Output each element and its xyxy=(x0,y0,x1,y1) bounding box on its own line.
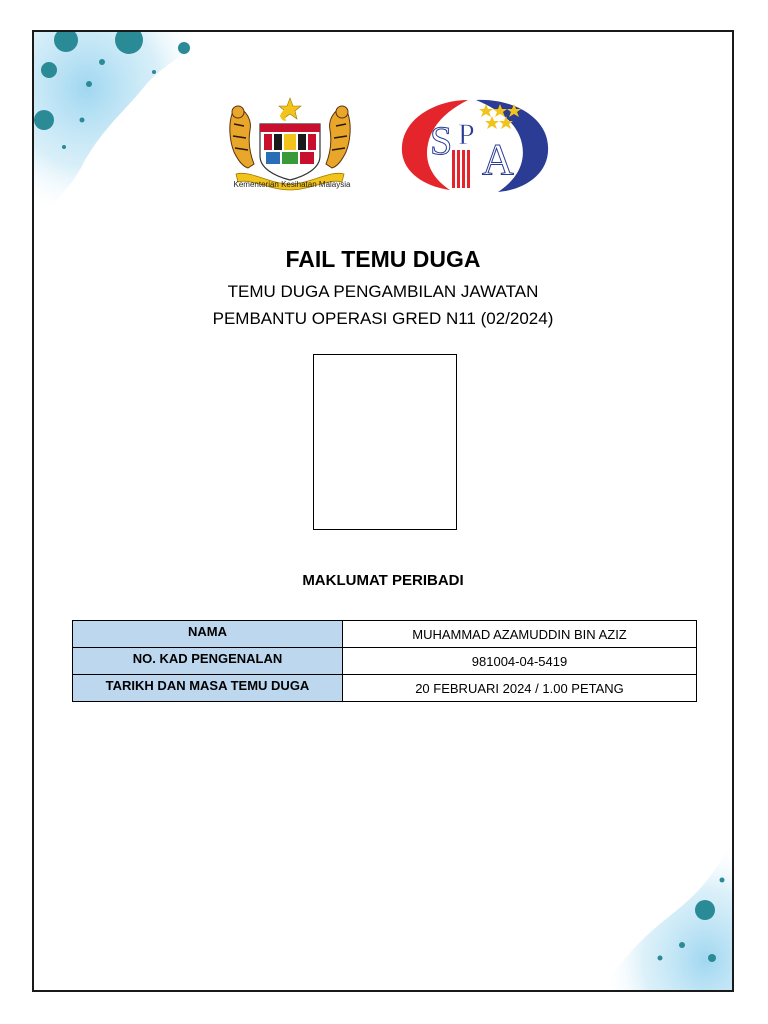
ministry-caption: Kementerian Kesihatan Malaysia xyxy=(233,180,351,189)
spa-letter-a: A xyxy=(482,135,514,184)
spa-letter-p: P xyxy=(458,118,475,151)
row-label-name: NAMA xyxy=(73,621,343,648)
document-title: FAIL TEMU DUGA xyxy=(285,246,481,272)
table-row xyxy=(73,621,697,648)
document-subtitle-line-1: TEMU DUGA PENGAMBILAN JAWATAN xyxy=(227,282,539,301)
personal-info-heading: MAKLUMAT PERIBADI xyxy=(302,572,464,589)
row-label-interview-datetime: TARIKH DAN MASA TEMU DUGA xyxy=(73,675,343,702)
row-value-interview-datetime: 20 FEBRUARI 2024 / 1.00 PETANG xyxy=(343,675,697,702)
watercolor-decoration-top-left xyxy=(34,32,234,232)
table-row xyxy=(73,648,697,675)
row-label-ic-number: NO. KAD PENGENALAN xyxy=(73,648,343,675)
spa-logo xyxy=(398,94,552,194)
row-value-ic-number: 981004-04-5419 xyxy=(343,648,697,675)
photo-placeholder xyxy=(313,354,457,530)
document-page xyxy=(32,30,734,992)
spa-letter-s: S xyxy=(430,118,453,163)
row-value-name: MUHAMMAD AZAMUDDIN BIN AZIZ xyxy=(343,621,697,648)
watercolor-decoration-bottom-right xyxy=(582,840,732,990)
jata-negara-logo xyxy=(220,94,360,194)
table-row xyxy=(73,675,697,702)
document-subtitle-line-2: PEMBANTU OPERASI GRED N11 (02/2024) xyxy=(212,309,554,328)
personal-info-table xyxy=(72,620,697,702)
